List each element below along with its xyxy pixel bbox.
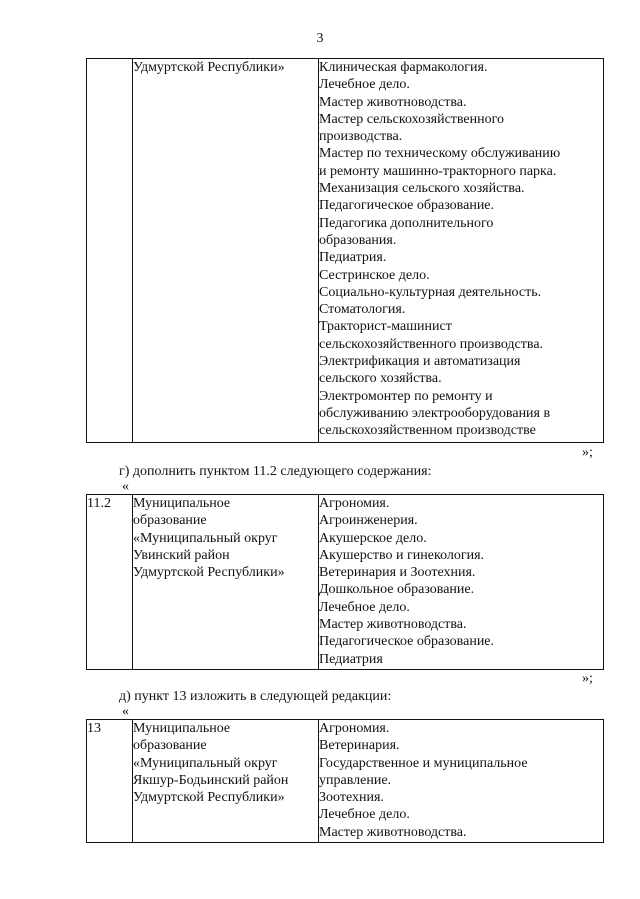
municipality-line: Муниципальное (133, 496, 231, 511)
specialty-line: Лечебное дело. (319, 807, 410, 823)
municipality-line: Удмуртской Республики» (133, 60, 285, 75)
specialty-line: Ветеринария. (319, 738, 400, 754)
specialty-line: Тракторист-машинист (319, 319, 452, 335)
specialty-line: Педиатрия. (319, 250, 387, 266)
specialty-line: Ветеринария и Зоотехния. (319, 565, 476, 581)
table-item-13 (86, 719, 604, 843)
specialty-line: Стоматология. (319, 302, 406, 318)
specialty-line: Социально-культурная деятельность. (319, 284, 542, 300)
specialty-line: сельского хозяйства. (319, 371, 442, 387)
specialty-line: Агрономия. (319, 721, 390, 736)
closing-quote-mark: »; (582, 671, 593, 686)
specialties-cell (319, 720, 604, 843)
table-continuation (86, 58, 604, 443)
specialty-line: Механизация сельского хозяйства. (319, 181, 525, 197)
municipality-line: образование (133, 738, 207, 754)
specialty-line: Педиатрия (319, 651, 383, 667)
specialty-line: Мастер животноводства. (319, 824, 467, 840)
specialty-line: Клиническая фармакология. (319, 60, 488, 75)
specialty-line: Зоотехния. (319, 790, 384, 806)
instruction-restate-item-13: д) пункт 13 изложить в следующей редакции: (119, 689, 392, 704)
specialty-line: Лечебное дело. (319, 599, 410, 615)
specialty-line: Мастер животноводства. (319, 94, 467, 110)
specialty-line: Акушерское дело. (319, 530, 427, 546)
specialty-line: Сестринское дело. (319, 267, 430, 283)
specialty-line: сельскохозяйственном производстве (319, 423, 536, 439)
municipality-line: «Муниципальный округ (133, 530, 278, 546)
row-number-cell: 11.2 (87, 495, 133, 670)
municipality-line: Муниципальное (133, 721, 231, 736)
specialty-line: Агроинженерия. (319, 513, 418, 529)
specialty-line: Мастер животноводства. (319, 617, 467, 633)
municipality-line: «Муниципальный округ (133, 755, 278, 771)
specialty-line: Педагогическое образование. (319, 634, 495, 650)
row-number-cell (87, 59, 133, 443)
opening-quote-mark: « (122, 479, 129, 494)
specialty-line: Мастер по техническому обслуживанию (319, 146, 561, 162)
specialty-line: Агрономия. (319, 496, 390, 511)
municipality-cell (133, 59, 319, 443)
specialty-line: образования. (319, 232, 397, 248)
table-row (87, 495, 604, 670)
specialties-cell (319, 59, 604, 443)
specialty-line: Акушерство и гинекология. (319, 547, 485, 563)
municipality-cell (133, 495, 319, 670)
specialty-line: Государственное и муниципальное (319, 755, 528, 771)
specialty-line: управление. (319, 772, 392, 788)
instruction-add-item-11-2: г) дополнить пунктом 11.2 следующего содержания: (119, 464, 432, 479)
municipality-cell (133, 720, 319, 843)
closing-quote-mark: »; (582, 445, 593, 460)
municipality-line: образование (133, 513, 207, 529)
specialty-line: Электрификация и автоматизация (319, 354, 521, 370)
specialty-line: Дошкольное образование. (319, 582, 475, 598)
opening-quote-mark: « (122, 704, 129, 719)
specialty-line: обслуживанию электрооборудования в (319, 405, 551, 421)
municipality-line: Увинский район (133, 547, 230, 563)
specialty-line: Педагогическое образование. (319, 198, 495, 214)
municipality-line: Удмуртской Республики» (133, 790, 285, 806)
page-number: 3 (316, 31, 324, 46)
specialty-line: и ремонту машинно-тракторного парка. (319, 163, 557, 179)
specialties-cell (319, 495, 604, 670)
table-row (87, 720, 604, 843)
specialty-line: Лечебное дело. (319, 77, 410, 93)
specialty-line: сельскохозяйственного производства. (319, 336, 544, 352)
specialty-line: Мастер сельскохозяйственного (319, 111, 505, 127)
table-row (87, 59, 604, 443)
row-number-cell: 13 (87, 720, 133, 843)
specialty-line: Электромонтер по ремонту и (319, 388, 493, 404)
table-item-11-2 (86, 494, 604, 670)
specialty-line: Педагогика дополнительного (319, 215, 494, 231)
specialty-line: производства. (319, 129, 403, 145)
municipality-line: Удмуртской Республики» (133, 565, 285, 581)
municipality-line: Якшур-Бодьинский район (133, 772, 289, 788)
